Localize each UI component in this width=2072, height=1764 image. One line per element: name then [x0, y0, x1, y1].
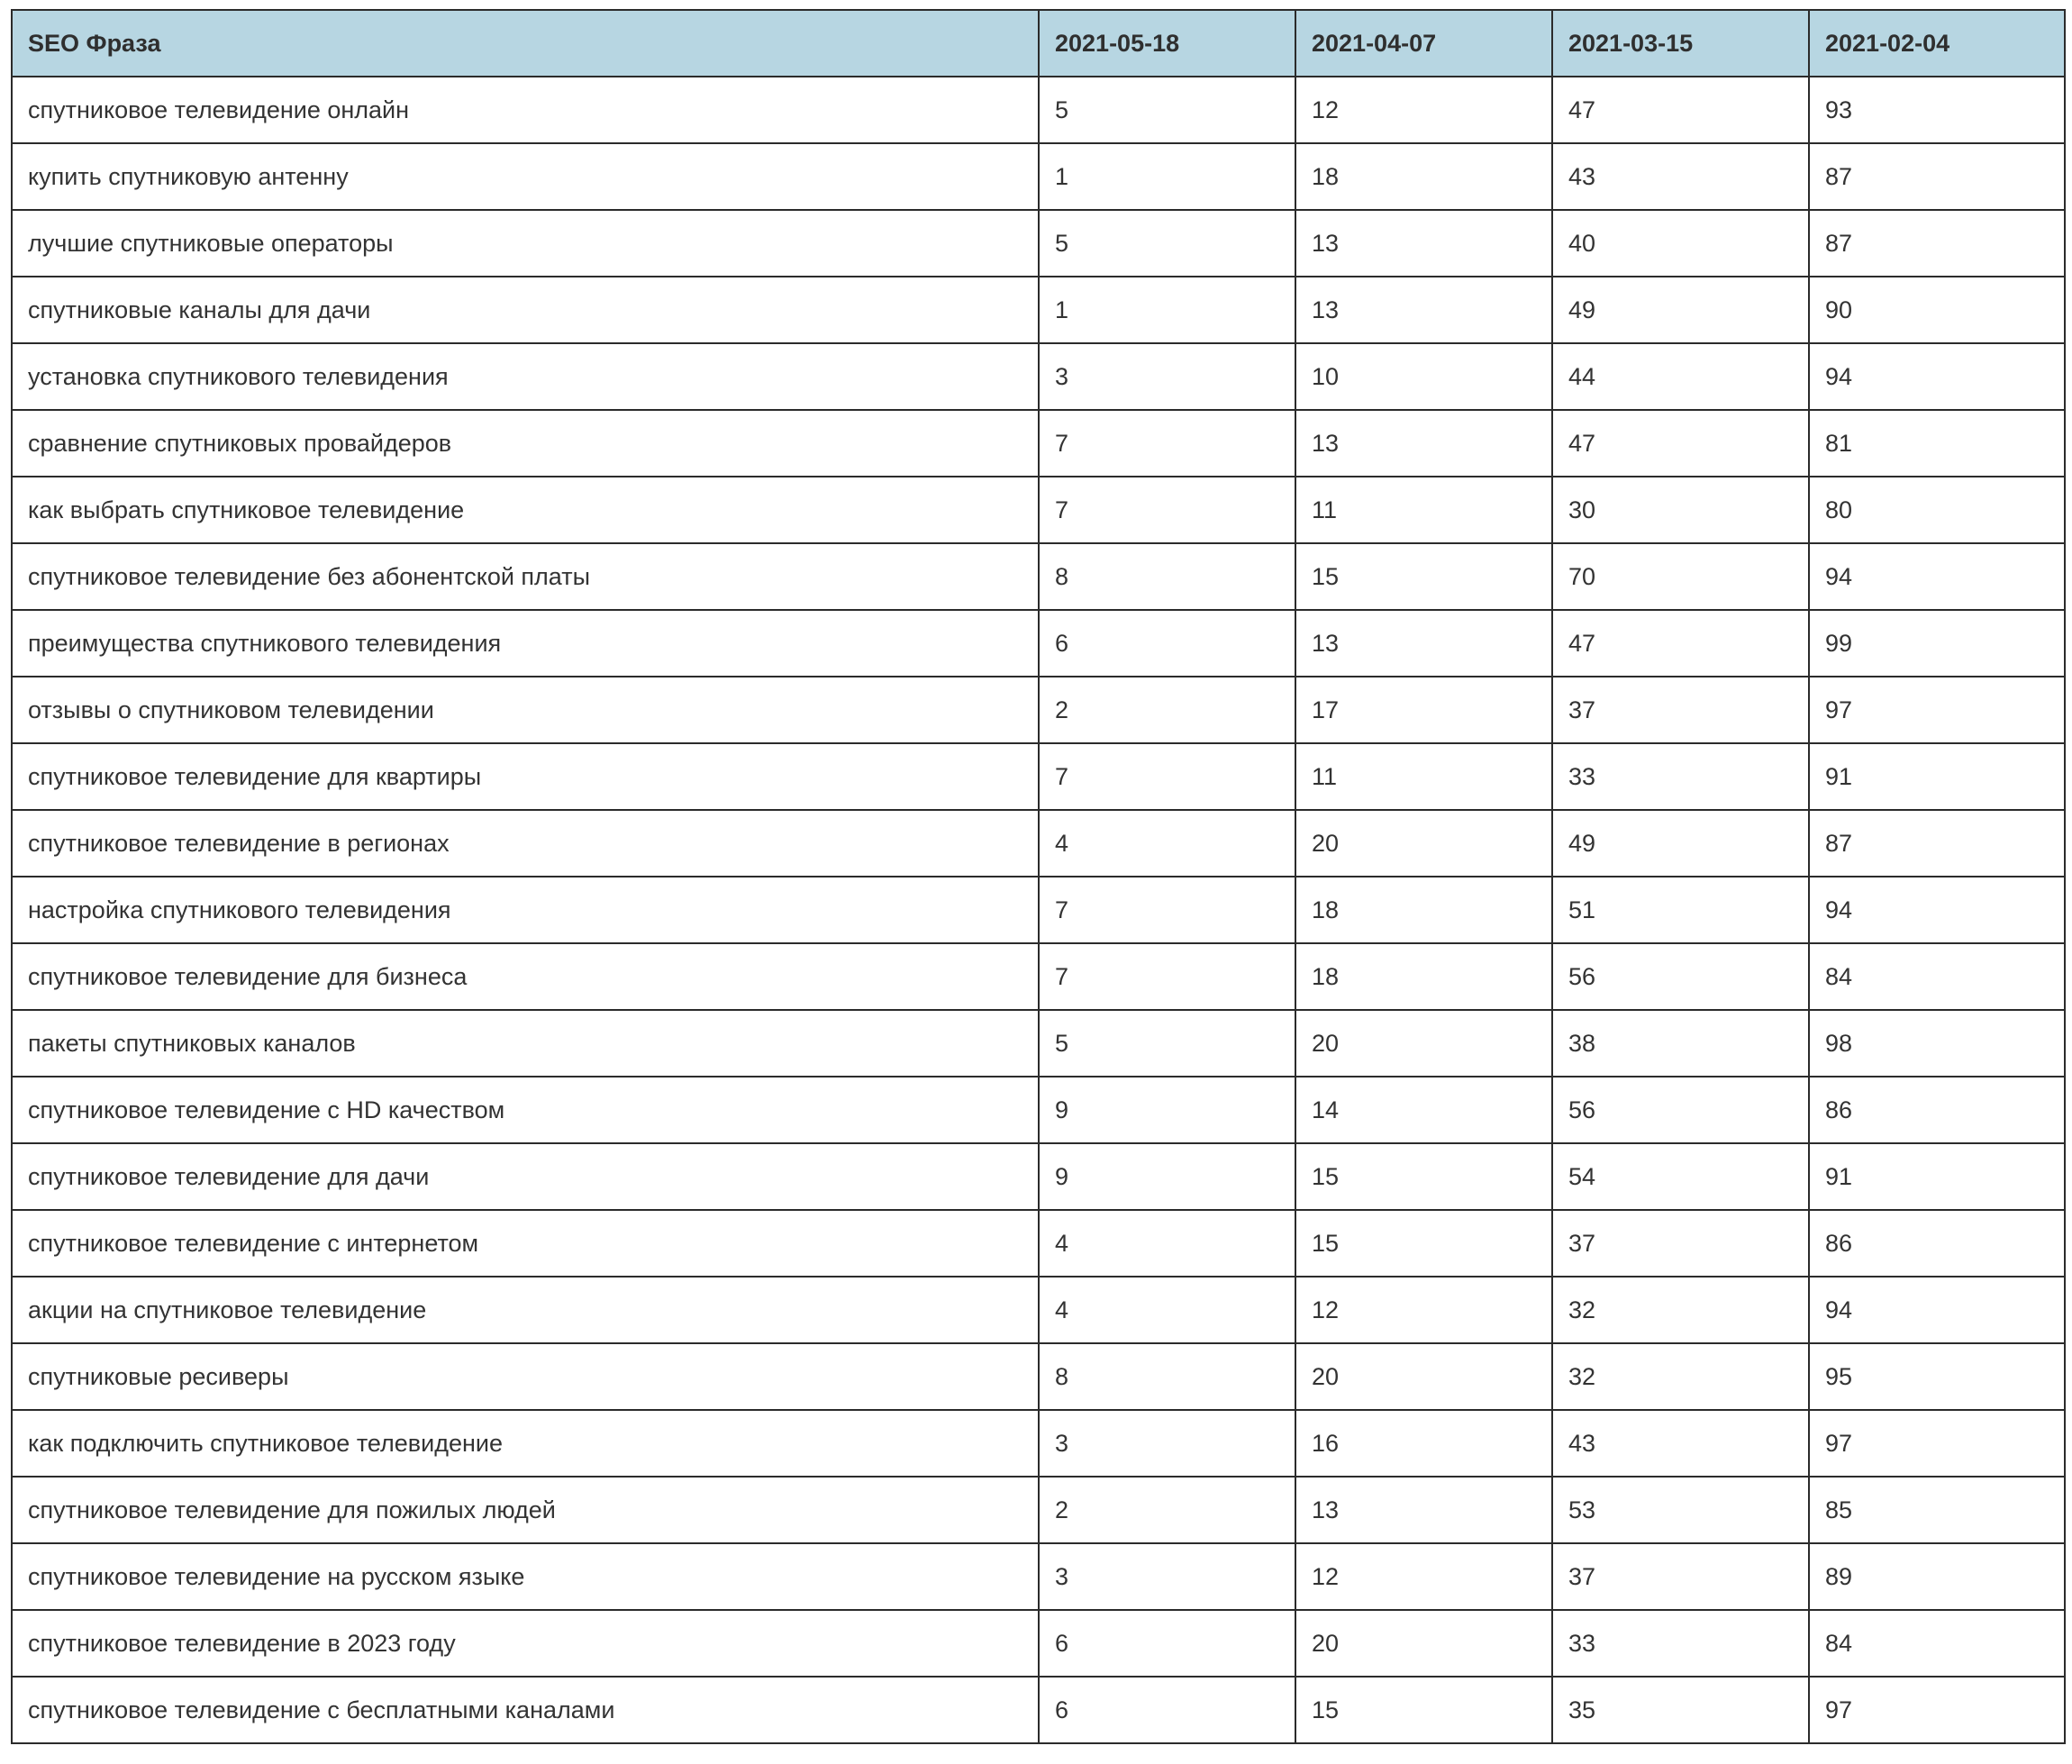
cell-seo-phrase: пакеты спутниковых каналов	[12, 1010, 1039, 1077]
cell-position-date-4: 91	[1809, 743, 2065, 810]
cell-position-date-3: 33	[1552, 743, 1809, 810]
cell-seo-phrase: спутниковые каналы для дачи	[12, 277, 1039, 343]
cell-position-date-4: 94	[1809, 877, 2065, 943]
cell-position-date-3: 44	[1552, 343, 1809, 410]
cell-position-date-1: 1	[1039, 277, 1295, 343]
table-row	[12, 810, 2065, 877]
cell-position-date-1: 3	[1039, 343, 1295, 410]
cell-seo-phrase: спутниковое телевидение на русском языке	[12, 1543, 1039, 1610]
cell-position-date-3: 47	[1552, 410, 1809, 477]
table-row	[12, 343, 2065, 410]
cell-position-date-3: 47	[1552, 77, 1809, 143]
cell-position-date-4: 89	[1809, 1543, 2065, 1610]
cell-seo-phrase: спутниковое телевидение с интернетом	[12, 1210, 1039, 1277]
cell-position-date-1: 7	[1039, 477, 1295, 543]
cell-position-date-1: 6	[1039, 1677, 1295, 1743]
cell-position-date-4: 91	[1809, 1143, 2065, 1210]
table-row	[12, 877, 2065, 943]
cell-seo-phrase: как выбрать спутниковое телевидение	[12, 477, 1039, 543]
cell-position-date-1: 4	[1039, 810, 1295, 877]
table-row	[12, 210, 2065, 277]
table-row	[12, 1477, 2065, 1543]
cell-seo-phrase: сравнение спутниковых провайдеров	[12, 410, 1039, 477]
cell-position-date-3: 49	[1552, 277, 1809, 343]
header-date-3[interactable]: 2021-03-15	[1552, 10, 1809, 77]
table-row	[12, 1543, 2065, 1610]
cell-position-date-1: 3	[1039, 1543, 1295, 1610]
table-header-row	[12, 10, 2065, 77]
cell-position-date-2: 20	[1295, 1010, 1552, 1077]
cell-position-date-2: 12	[1295, 1543, 1552, 1610]
cell-position-date-4: 84	[1809, 943, 2065, 1010]
table-row	[12, 77, 2065, 143]
table-row	[12, 1410, 2065, 1477]
table-row	[12, 1677, 2065, 1743]
cell-position-date-4: 80	[1809, 477, 2065, 543]
cell-position-date-2: 15	[1295, 1143, 1552, 1210]
cell-position-date-3: 35	[1552, 1677, 1809, 1743]
table-row	[12, 743, 2065, 810]
cell-seo-phrase: акции на спутниковое телевидение	[12, 1277, 1039, 1343]
cell-position-date-1: 4	[1039, 1277, 1295, 1343]
cell-position-date-3: 37	[1552, 1543, 1809, 1610]
cell-seo-phrase: спутниковое телевидение для дачи	[12, 1143, 1039, 1210]
cell-position-date-1: 9	[1039, 1077, 1295, 1143]
table-row	[12, 1077, 2065, 1143]
cell-seo-phrase: отзывы о спутниковом телевидении	[12, 677, 1039, 743]
cell-position-date-4: 87	[1809, 210, 2065, 277]
header-seo-phrase[interactable]: SEO Фраза	[12, 10, 1039, 77]
cell-position-date-2: 13	[1295, 277, 1552, 343]
header-date-4[interactable]: 2021-02-04	[1809, 10, 2065, 77]
table-row	[12, 477, 2065, 543]
cell-position-date-2: 20	[1295, 810, 1552, 877]
cell-position-date-3: 56	[1552, 943, 1809, 1010]
table-row	[12, 277, 2065, 343]
cell-position-date-1: 1	[1039, 143, 1295, 210]
cell-position-date-1: 8	[1039, 543, 1295, 610]
cell-seo-phrase: спутниковое телевидение с бесплатными каналами	[12, 1677, 1039, 1743]
cell-position-date-3: 56	[1552, 1077, 1809, 1143]
seo-rankings-table-container	[11, 9, 2064, 1744]
table-row	[12, 1143, 2065, 1210]
cell-seo-phrase: спутниковые ресиверы	[12, 1343, 1039, 1410]
table-row	[12, 677, 2065, 743]
cell-position-date-4: 97	[1809, 1677, 2065, 1743]
cell-position-date-2: 12	[1295, 77, 1552, 143]
cell-position-date-1: 7	[1039, 877, 1295, 943]
cell-position-date-4: 84	[1809, 1610, 2065, 1677]
table-row	[12, 1610, 2065, 1677]
cell-position-date-3: 70	[1552, 543, 1809, 610]
cell-position-date-1: 6	[1039, 610, 1295, 677]
table-row	[12, 410, 2065, 477]
cell-position-date-3: 30	[1552, 477, 1809, 543]
cell-position-date-4: 94	[1809, 1277, 2065, 1343]
cell-position-date-4: 93	[1809, 77, 2065, 143]
cell-seo-phrase: спутниковое телевидение без абонентской платы	[12, 543, 1039, 610]
cell-position-date-1: 6	[1039, 1610, 1295, 1677]
cell-position-date-4: 86	[1809, 1077, 2065, 1143]
cell-position-date-3: 54	[1552, 1143, 1809, 1210]
header-date-2[interactable]: 2021-04-07	[1295, 10, 1552, 77]
cell-seo-phrase: купить спутниковую антенну	[12, 143, 1039, 210]
cell-seo-phrase: спутниковое телевидение с HD качеством	[12, 1077, 1039, 1143]
cell-position-date-4: 85	[1809, 1477, 2065, 1543]
cell-position-date-1: 5	[1039, 1010, 1295, 1077]
cell-position-date-2: 13	[1295, 1477, 1552, 1543]
table-row	[12, 1343, 2065, 1410]
cell-position-date-4: 90	[1809, 277, 2065, 343]
cell-seo-phrase: настройка спутникового телевидения	[12, 877, 1039, 943]
cell-position-date-1: 7	[1039, 743, 1295, 810]
cell-position-date-3: 49	[1552, 810, 1809, 877]
cell-position-date-4: 97	[1809, 677, 2065, 743]
cell-position-date-3: 40	[1552, 210, 1809, 277]
cell-position-date-2: 13	[1295, 410, 1552, 477]
cell-position-date-1: 5	[1039, 210, 1295, 277]
cell-position-date-3: 32	[1552, 1343, 1809, 1410]
cell-position-date-2: 16	[1295, 1410, 1552, 1477]
cell-position-date-4: 99	[1809, 610, 2065, 677]
cell-position-date-2: 15	[1295, 543, 1552, 610]
table-row	[12, 610, 2065, 677]
cell-position-date-2: 11	[1295, 477, 1552, 543]
cell-seo-phrase: лучшие спутниковые операторы	[12, 210, 1039, 277]
cell-position-date-3: 51	[1552, 877, 1809, 943]
cell-position-date-3: 37	[1552, 677, 1809, 743]
cell-seo-phrase: спутниковое телевидение онлайн	[12, 77, 1039, 143]
cell-position-date-3: 43	[1552, 1410, 1809, 1477]
cell-seo-phrase: спутниковое телевидение для бизнеса	[12, 943, 1039, 1010]
header-date-1[interactable]: 2021-05-18	[1039, 10, 1295, 77]
cell-position-date-4: 95	[1809, 1343, 2065, 1410]
cell-position-date-1: 2	[1039, 1477, 1295, 1543]
table-row	[12, 943, 2065, 1010]
cell-seo-phrase: спутниковое телевидение для квартиры	[12, 743, 1039, 810]
cell-position-date-3: 33	[1552, 1610, 1809, 1677]
table-row	[12, 543, 2065, 610]
table-row	[12, 1010, 2065, 1077]
cell-seo-phrase: установка спутникового телевидения	[12, 343, 1039, 410]
cell-position-date-1: 9	[1039, 1143, 1295, 1210]
cell-position-date-3: 38	[1552, 1010, 1809, 1077]
cell-seo-phrase: как подключить спутниковое телевидение	[12, 1410, 1039, 1477]
cell-position-date-2: 18	[1295, 143, 1552, 210]
cell-seo-phrase: спутниковое телевидение для пожилых людей	[12, 1477, 1039, 1543]
cell-position-date-4: 94	[1809, 343, 2065, 410]
cell-position-date-4: 98	[1809, 1010, 2065, 1077]
cell-position-date-2: 10	[1295, 343, 1552, 410]
cell-position-date-1: 8	[1039, 1343, 1295, 1410]
cell-position-date-2: 15	[1295, 1210, 1552, 1277]
cell-position-date-3: 43	[1552, 143, 1809, 210]
cell-position-date-4: 87	[1809, 143, 2065, 210]
cell-position-date-1: 3	[1039, 1410, 1295, 1477]
cell-position-date-4: 86	[1809, 1210, 2065, 1277]
cell-position-date-1: 4	[1039, 1210, 1295, 1277]
cell-seo-phrase: спутниковое телевидение в 2023 году	[12, 1610, 1039, 1677]
table-body	[12, 77, 2065, 1743]
cell-seo-phrase: спутниковое телевидение в регионах	[12, 810, 1039, 877]
cell-position-date-3: 53	[1552, 1477, 1809, 1543]
cell-position-date-2: 20	[1295, 1610, 1552, 1677]
cell-position-date-4: 97	[1809, 1410, 2065, 1477]
table-row	[12, 1210, 2065, 1277]
cell-seo-phrase: преимущества спутникового телевидения	[12, 610, 1039, 677]
cell-position-date-3: 47	[1552, 610, 1809, 677]
cell-position-date-1: 5	[1039, 77, 1295, 143]
cell-position-date-3: 32	[1552, 1277, 1809, 1343]
cell-position-date-2: 13	[1295, 210, 1552, 277]
cell-position-date-2: 15	[1295, 1677, 1552, 1743]
cell-position-date-2: 13	[1295, 610, 1552, 677]
cell-position-date-2: 12	[1295, 1277, 1552, 1343]
cell-position-date-2: 20	[1295, 1343, 1552, 1410]
cell-position-date-2: 14	[1295, 1077, 1552, 1143]
cell-position-date-1: 7	[1039, 943, 1295, 1010]
cell-position-date-2: 18	[1295, 943, 1552, 1010]
seo-rankings-table	[11, 9, 2066, 1744]
cell-position-date-4: 94	[1809, 543, 2065, 610]
cell-position-date-3: 37	[1552, 1210, 1809, 1277]
table-row	[12, 1277, 2065, 1343]
cell-position-date-4: 87	[1809, 810, 2065, 877]
cell-position-date-4: 81	[1809, 410, 2065, 477]
cell-position-date-2: 11	[1295, 743, 1552, 810]
cell-position-date-2: 18	[1295, 877, 1552, 943]
table-row	[12, 143, 2065, 210]
cell-position-date-2: 17	[1295, 677, 1552, 743]
cell-position-date-1: 2	[1039, 677, 1295, 743]
cell-position-date-1: 7	[1039, 410, 1295, 477]
